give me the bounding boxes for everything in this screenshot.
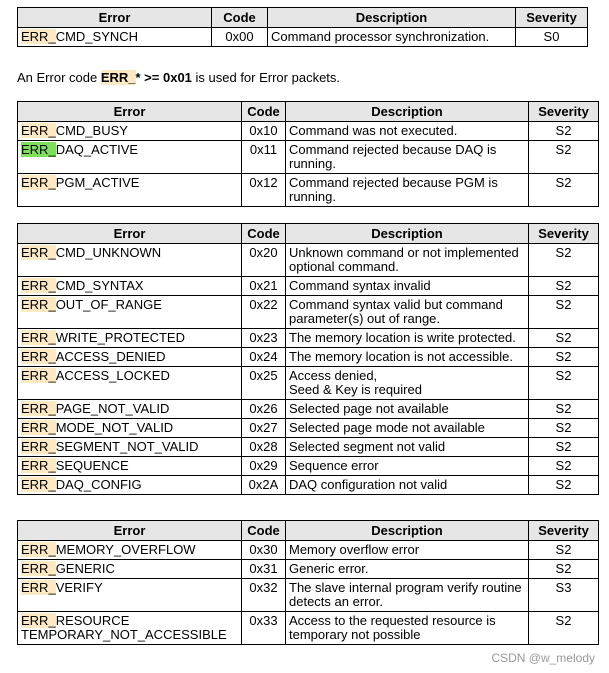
col-header-code: Code	[242, 224, 286, 244]
error-code: 0x33	[242, 612, 286, 645]
watermark: CSDN @w_melody	[491, 651, 595, 665]
error-severity: S2	[529, 296, 599, 329]
error-table-sync	[17, 7, 588, 47]
error-code: 0x10	[242, 122, 286, 141]
table-row	[18, 612, 599, 645]
error-description: The memory location is not accessible.	[286, 348, 529, 367]
error-suffix: ACCESS_DENIED	[55, 349, 166, 364]
error-description: Unknown command or not implemented optional command.	[286, 244, 529, 277]
error-name	[18, 244, 242, 277]
table-row	[18, 348, 599, 367]
error-suffix: CMD_BUSY	[55, 123, 128, 138]
error-severity: S2	[529, 541, 599, 560]
error-severity: S2	[529, 400, 599, 419]
error-name	[18, 400, 242, 419]
col-header-description: Description	[286, 102, 529, 122]
error-name	[18, 541, 242, 560]
error-suffix: SEGMENT_NOT_VALID	[55, 439, 199, 454]
error-name	[18, 612, 242, 645]
error-severity: S2	[529, 277, 599, 296]
error-severity: S2	[529, 244, 599, 277]
error-suffix: GENERIC	[55, 561, 115, 576]
error-description: Generic error.	[286, 560, 529, 579]
table-row	[18, 438, 599, 457]
error-description: Command rejected because PGM is running.	[286, 174, 529, 207]
error-code: 0x24	[242, 348, 286, 367]
error-description: Command processor synchronization.	[268, 28, 516, 47]
error-prefix: ERR_	[21, 613, 56, 628]
error-prefix: ERR_	[21, 401, 56, 416]
note-operator: * >= 0x01	[135, 70, 192, 85]
error-code: 0x20	[242, 244, 286, 277]
table-row	[18, 541, 599, 560]
error-suffix: VERIFY	[55, 580, 103, 595]
error-name	[18, 296, 242, 329]
col-header-error: Error	[18, 102, 242, 122]
col-header-description: Description	[268, 8, 516, 28]
description-line: Access denied,	[289, 368, 378, 383]
error-suffix: RESOURCE	[55, 613, 130, 628]
note-text-after: is used for Error packets.	[191, 70, 341, 85]
col-header-error: Error	[18, 521, 242, 541]
error-severity: S3	[529, 579, 599, 612]
error-suffix: OUT_OF_RANGE	[55, 297, 162, 312]
error-description: Memory overflow error	[286, 541, 529, 560]
error-severity: S2	[529, 348, 599, 367]
error-prefix: ERR_	[21, 123, 56, 138]
error-name	[18, 579, 242, 612]
error-suffix: CMD_UNKNOWN	[55, 245, 162, 260]
table-row	[18, 457, 599, 476]
error-severity: S0	[516, 28, 588, 47]
error-table-memory	[17, 520, 599, 645]
error-severity: S2	[529, 457, 599, 476]
table-row	[18, 28, 588, 47]
error-code: 0x11	[242, 141, 286, 174]
error-prefix: ERR_	[21, 561, 56, 576]
error-description: Command was not executed.	[286, 122, 529, 141]
col-header-severity: Severity	[529, 224, 599, 244]
error-name	[18, 141, 242, 174]
error-description: Access to the requested resource is temporary not possible	[286, 612, 529, 645]
error-suffix: CMD_SYNTAX	[55, 278, 144, 293]
table-row	[18, 476, 599, 495]
error-description: The slave internal program verify routine detects an error.	[286, 579, 529, 612]
table-row	[18, 141, 599, 174]
error-table-busy	[17, 101, 599, 207]
error-code: 0x2A	[242, 476, 286, 495]
error-code: 0x12	[242, 174, 286, 207]
col-header-description: Description	[286, 224, 529, 244]
table-header	[18, 521, 599, 541]
error-severity: S2	[529, 476, 599, 495]
error-name	[18, 476, 242, 495]
error-suffix: PGM_ACTIVE	[55, 175, 140, 190]
error-severity: S2	[529, 612, 599, 645]
error-severity: S2	[529, 174, 599, 207]
table-row	[18, 579, 599, 612]
error-name	[18, 122, 242, 141]
error-prefix: ERR_	[21, 330, 56, 345]
error-code: 0x22	[242, 296, 286, 329]
table-row	[18, 419, 599, 438]
error-suffix: CMD_SYNCH	[55, 29, 139, 44]
col-header-severity: Severity	[529, 102, 599, 122]
error-suffix-line2: TEMPORARY_NOT_ACCESSIBLE	[21, 627, 227, 642]
error-severity: S2	[529, 560, 599, 579]
error-suffix: MODE_NOT_VALID	[55, 420, 174, 435]
table-header	[18, 102, 599, 122]
error-name	[18, 419, 242, 438]
error-description: Sequence error	[286, 457, 529, 476]
error-prefix: ERR_	[21, 245, 56, 260]
error-name	[18, 438, 242, 457]
table-row	[18, 296, 599, 329]
error-prefix: ERR_	[21, 420, 56, 435]
error-prefix: ERR_	[21, 175, 56, 190]
error-severity: S2	[529, 367, 599, 400]
table-row	[18, 367, 599, 400]
error-suffix: SEQUENCE	[55, 458, 129, 473]
error-prefix: ERR_	[21, 297, 56, 312]
note-text-before: An Error code	[17, 70, 101, 85]
error-severity: S2	[529, 329, 599, 348]
error-name	[18, 277, 242, 296]
col-header-description: Description	[286, 521, 529, 541]
error-description: Selected page mode not available	[286, 419, 529, 438]
error-description: The memory location is write protected.	[286, 329, 529, 348]
col-header-severity: Severity	[516, 8, 588, 28]
error-prefix: ERR_	[21, 542, 56, 557]
error-name	[18, 348, 242, 367]
error-prefix: ERR_	[21, 368, 56, 383]
error-prefix: ERR_	[21, 278, 56, 293]
error-code: 0x27	[242, 419, 286, 438]
table-row	[18, 400, 599, 419]
error-prefix: ERR_	[21, 29, 56, 44]
error-description: Selected segment not valid	[286, 438, 529, 457]
error-code: 0x23	[242, 329, 286, 348]
table-row	[18, 174, 599, 207]
error-description: Selected page not available	[286, 400, 529, 419]
error-name	[18, 560, 242, 579]
error-severity: S2	[529, 122, 599, 141]
error-prefix: ERR_	[21, 580, 56, 595]
error-description: Command syntax invalid	[286, 277, 529, 296]
col-header-code: Code	[212, 8, 268, 28]
error-name	[18, 457, 242, 476]
error-code: 0x00	[212, 28, 268, 47]
error-suffix: DAQ_CONFIG	[55, 477, 142, 492]
error-code-note	[17, 70, 340, 85]
error-severity: S2	[529, 419, 599, 438]
error-prefix: ERR_	[21, 477, 56, 492]
table-row	[18, 560, 599, 579]
error-severity: S2	[529, 438, 599, 457]
error-prefix: ERR_	[21, 458, 56, 473]
error-suffix: MEMORY_OVERFLOW	[55, 542, 196, 557]
error-suffix: ACCESS_LOCKED	[55, 368, 170, 383]
table-header	[18, 8, 588, 28]
error-code: 0x30	[242, 541, 286, 560]
error-code: 0x31	[242, 560, 286, 579]
error-prefix: ERR_	[21, 439, 56, 454]
error-code: 0x32	[242, 579, 286, 612]
table-row	[18, 122, 599, 141]
error-code: 0x25	[242, 367, 286, 400]
note-keyword: ERR_	[100, 70, 136, 85]
error-severity: S2	[529, 141, 599, 174]
error-code: 0x26	[242, 400, 286, 419]
error-description: Command syntax valid but command parameter(s) out of range.	[286, 296, 529, 329]
table-row	[18, 244, 599, 277]
error-suffix: PAGE_NOT_VALID	[55, 401, 170, 416]
error-table-command	[17, 223, 599, 495]
error-description	[286, 367, 529, 400]
table-header	[18, 224, 599, 244]
error-suffix: DAQ_ACTIVE	[55, 142, 139, 157]
error-name	[18, 174, 242, 207]
table-row	[18, 277, 599, 296]
error-code: 0x28	[242, 438, 286, 457]
error-code: 0x21	[242, 277, 286, 296]
error-name	[18, 367, 242, 400]
table-row	[18, 329, 599, 348]
error-description: Command rejected because DAQ is running.	[286, 141, 529, 174]
error-name	[18, 28, 212, 47]
error-suffix: WRITE_PROTECTED	[55, 330, 185, 345]
col-header-error: Error	[18, 224, 242, 244]
col-header-severity: Severity	[529, 521, 599, 541]
col-header-code: Code	[242, 102, 286, 122]
error-description: DAQ configuration not valid	[286, 476, 529, 495]
error-code: 0x29	[242, 457, 286, 476]
col-header-code: Code	[242, 521, 286, 541]
description-line: Seed & Key is required	[289, 382, 422, 397]
error-prefix: ERR_	[21, 142, 56, 157]
col-header-error: Error	[18, 8, 212, 28]
error-name	[18, 329, 242, 348]
error-prefix: ERR_	[21, 349, 56, 364]
